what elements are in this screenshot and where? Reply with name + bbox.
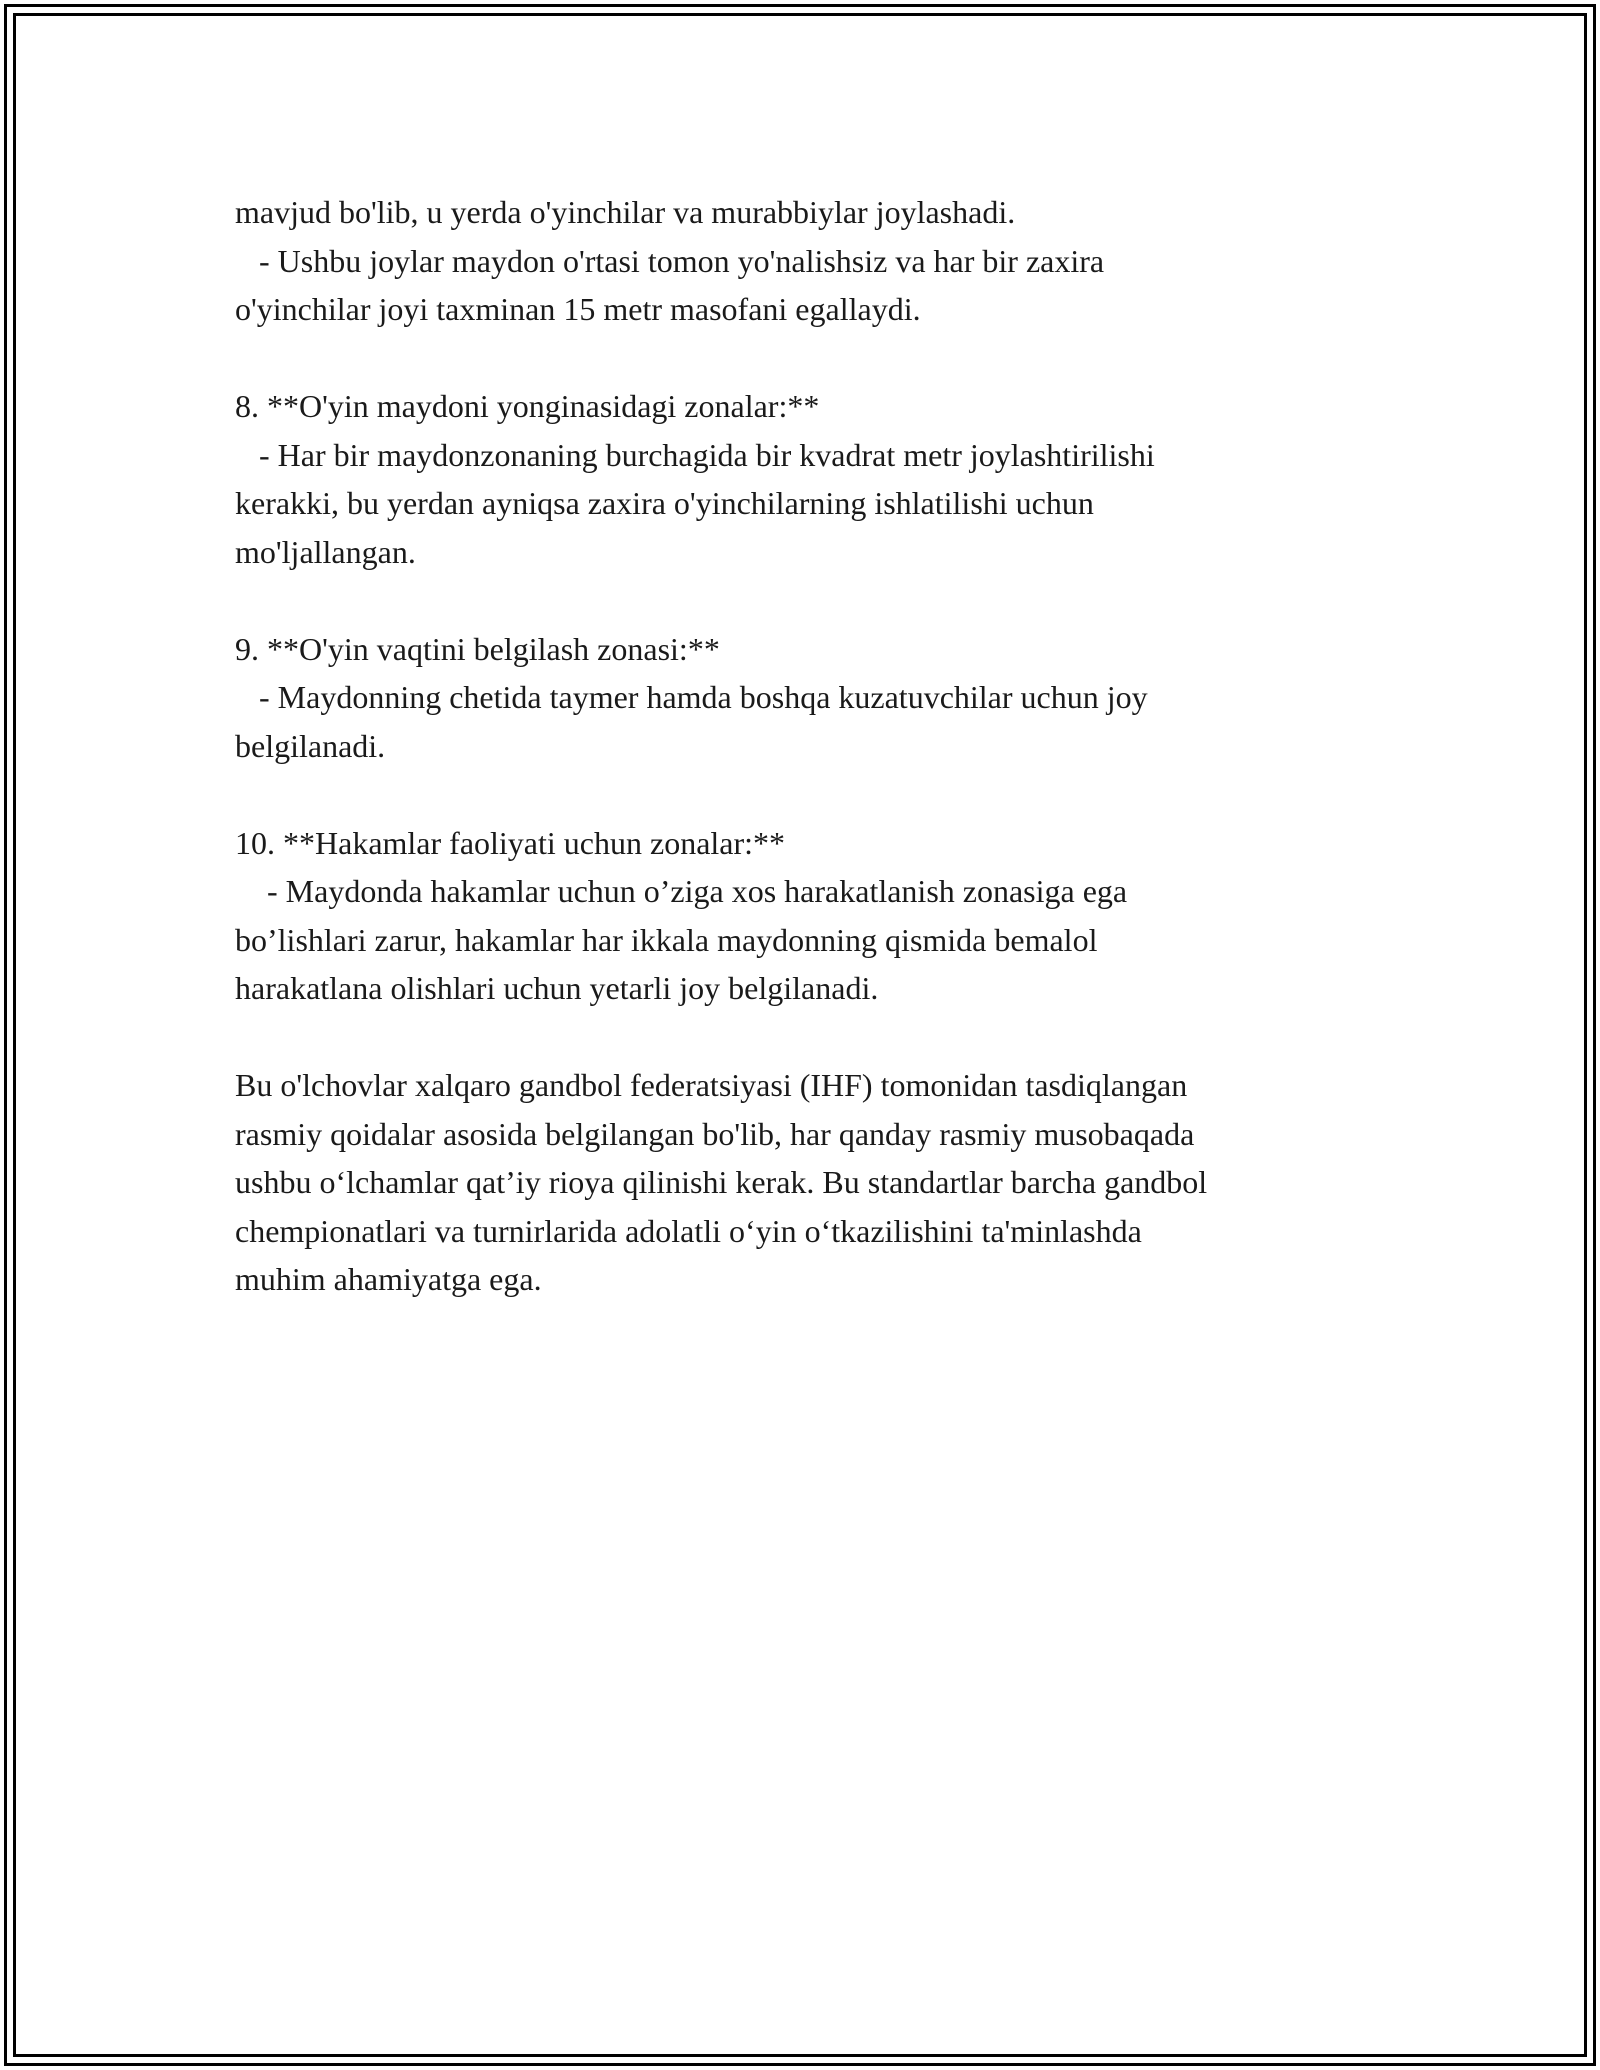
section-10 <box>235 819 1375 1013</box>
text-line: chempionatlari va turnirlarida adolatli o‘yin o‘tkazilishini ta'minlashda <box>235 1212 1142 1249</box>
text-line: mavjud bo'lib, u yerda o'yinchilar va murabbiylar joylashadi. <box>235 194 1016 230</box>
text-line: - Har bir maydonzonaning burchagida bir kvadrat metr joylashtirilishi <box>235 436 1155 473</box>
paragraph-gap <box>235 1013 1375 1062</box>
text-line: bo’lishlari zarur, hakamlar har ikkala maydonning qismida bemalol <box>235 921 1098 958</box>
text-line: kerakki, bu yerdan ayniqsa zaxira o'yinchilarning ishlatilishi uchun <box>235 485 1094 521</box>
text-line: mo'ljallangan. <box>235 533 416 570</box>
conclusion-paragraph <box>235 1061 1375 1304</box>
paragraph-gap <box>235 576 1375 625</box>
text-line: Bu o'lchovlar xalqaro gandbol federatsiyasi (IHF) tomonidan tasdiqlangan <box>235 1067 1188 1103</box>
section-9 <box>235 625 1375 771</box>
intro-paragraph <box>235 188 1375 334</box>
paragraph-gap <box>235 334 1375 383</box>
text-line: - Ushbu joylar maydon o'rtasi tomon yo'nalishsiz va har bir zaxira <box>235 242 1105 279</box>
document-body <box>235 188 1375 1304</box>
text-line: - Maydonning chetida taymer hamda boshqa kuzatuvchilar uchun joy <box>235 679 1148 715</box>
section-8 <box>235 382 1375 576</box>
section-heading: 9. **O'yin vaqtini belgilash zonasi:** <box>235 630 720 667</box>
text-line: belgilanadi. <box>235 727 386 764</box>
section-heading: 8. **O'yin maydoni yonginasidagi zonalar:** <box>235 388 820 424</box>
text-line: muhim ahamiyatga ega. <box>235 1261 542 1297</box>
text-line: rasmiy qoidalar asosida belgilangan bo'lib, har qanday rasmiy musobaqada <box>235 1115 1195 1152</box>
paragraph-gap <box>235 770 1375 819</box>
text-line: ushbu o‘lchamlar qat’iy rioya qilinishi kerak. Bu standartlar barcha gandbol <box>235 1164 1208 1200</box>
text-line: - Maydonda hakamlar uchun o’ziga xos harakatlanish zonasiga ega <box>235 873 1128 909</box>
section-heading: 10. **Hakamlar faoliyati uchun zonalar:** <box>235 824 786 861</box>
text-line: harakatlana olishlari uchun yetarli joy belgilanadi. <box>235 970 879 1006</box>
text-line: o'yinchilar joyi taxminan 15 metr masofani egallaydi. <box>235 291 921 327</box>
